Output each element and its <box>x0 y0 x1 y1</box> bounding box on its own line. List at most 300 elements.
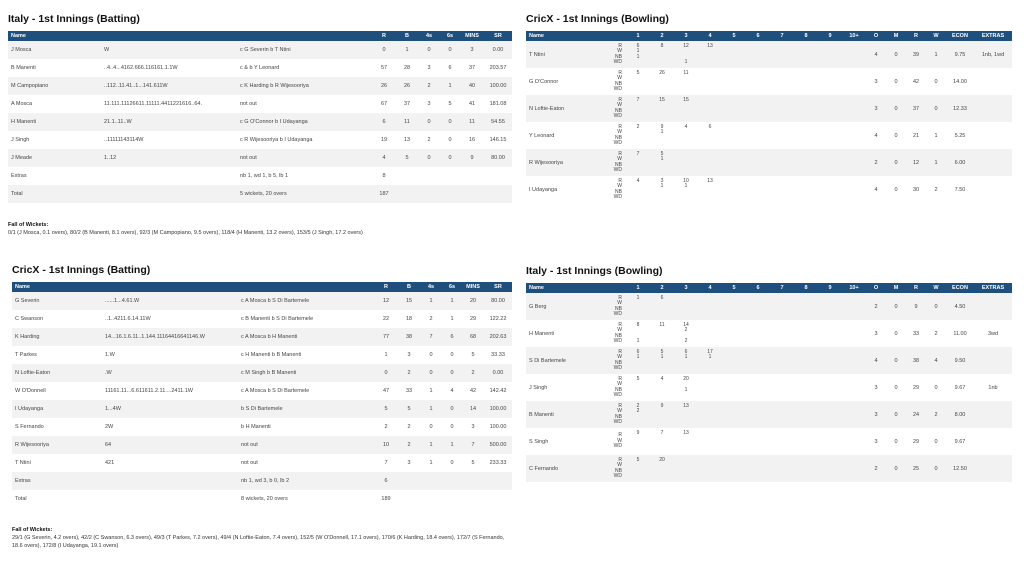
stat-fours <box>418 185 440 203</box>
stat-extras <box>974 68 1012 95</box>
ball-type-label: WD <box>613 338 622 344</box>
over-cell <box>770 95 794 122</box>
stat-o: 2 <box>866 293 886 320</box>
over-cell <box>770 374 794 401</box>
batting-row <box>12 382 512 400</box>
ball-types <box>596 41 626 68</box>
stat-r: 25 <box>906 455 926 482</box>
ball-types <box>596 149 626 176</box>
stat-w: 0 <box>934 78 938 85</box>
stat-r: 29 <box>912 384 920 391</box>
over-value <box>700 474 720 480</box>
over-value: 4 <box>660 375 664 382</box>
stat-sixes <box>440 185 460 203</box>
over-cell <box>818 374 842 401</box>
over-cell <box>626 428 650 455</box>
stat-fours: 0 <box>429 424 433 430</box>
stat-r: 47 <box>382 388 390 394</box>
dismissal: 8 wickets, 20 overs <box>241 496 288 502</box>
over-value <box>676 420 696 426</box>
over-value <box>628 312 648 318</box>
ball-type-label: WD <box>613 419 622 425</box>
column-header: R <box>372 31 396 41</box>
over-cell <box>842 95 866 122</box>
stat-mins <box>460 167 484 185</box>
over-cell <box>674 401 698 428</box>
stat-fours: 1 <box>420 400 442 418</box>
stat-r: 9 <box>906 293 926 320</box>
over-value <box>820 420 840 426</box>
stat-m: 0 <box>894 132 898 139</box>
stat-o: 2 <box>866 149 886 176</box>
over-cell <box>746 428 770 455</box>
over-value: 9 <box>636 429 640 436</box>
stat-econ: 9.67 <box>954 384 966 391</box>
stat-mins: 7 <box>462 436 484 454</box>
over-value <box>844 168 864 174</box>
over-value: 1 <box>660 354 664 360</box>
column-header: 8 <box>794 31 818 41</box>
ball-by-ball: ..112..11.41..1...141.611W <box>101 77 237 95</box>
stat-fours: 0 <box>418 41 440 59</box>
batting-row <box>8 77 512 95</box>
bowling-row <box>526 347 1012 374</box>
stat-w: 0 <box>934 438 938 445</box>
over-value <box>844 393 864 399</box>
batter-name: N Loftie-Eaton <box>12 364 102 382</box>
over-value <box>796 114 816 120</box>
stat-r: 10 <box>374 436 398 454</box>
stat-r: 30 <box>912 186 920 193</box>
over-value <box>844 60 864 66</box>
ball-type-label: R <box>618 348 622 355</box>
ball-types <box>596 176 626 203</box>
stat-mins: 20 <box>462 292 484 310</box>
ball-type-label: WD <box>613 140 622 146</box>
over-value <box>724 474 744 480</box>
over-value: 8 <box>636 321 640 328</box>
stat-b <box>398 472 420 490</box>
stat-fours: 1 <box>420 436 442 454</box>
ball-type-label: WD <box>613 113 622 119</box>
ball-type-label: R <box>618 96 622 103</box>
ball-type-label: NB <box>615 107 622 114</box>
over-cell <box>722 176 746 203</box>
over-cell <box>722 347 746 374</box>
over-cell <box>722 95 746 122</box>
stat-fours: 0 <box>429 352 433 358</box>
stat-r: 12 <box>906 149 926 176</box>
ball-type-label: NB <box>615 359 622 366</box>
stat-r: 38 <box>906 347 926 374</box>
column-header <box>101 31 237 41</box>
over-value <box>772 168 792 174</box>
stat-sixes: 1 <box>440 77 460 95</box>
over-cell <box>794 41 818 68</box>
column-header: Name <box>8 31 101 41</box>
dismissal: nb 1, wd 1, b 5, lb 1 <box>240 173 289 179</box>
bowling-row <box>526 122 1012 149</box>
stat-m: 0 <box>894 186 898 193</box>
stat-r: 5 <box>374 400 398 418</box>
column-header: O <box>866 283 886 293</box>
stat-w: 2 <box>934 330 938 337</box>
stat-m: 0 <box>886 455 906 482</box>
over-cell <box>626 401 650 428</box>
ball-type-label: NB <box>615 467 622 474</box>
dismissal: c K Harding b R Wijesooriya <box>237 77 372 95</box>
over-value: 1 <box>684 59 688 65</box>
ball-type-label: R <box>618 432 622 439</box>
over-value <box>628 114 648 120</box>
ball-type-label: R <box>618 321 622 328</box>
over-cell <box>674 293 698 320</box>
over-cell <box>746 41 770 68</box>
stat-sr: 100.00 <box>489 424 507 430</box>
dismissal: not out <box>237 149 372 167</box>
over-cell <box>746 293 770 320</box>
column-header: 1 <box>626 283 650 293</box>
over-cell <box>770 293 794 320</box>
over-cell <box>818 122 842 149</box>
over-value <box>772 447 792 453</box>
over-cell <box>794 347 818 374</box>
stat-mins: 16 <box>468 137 476 143</box>
over-cell <box>698 176 722 203</box>
over-value <box>772 339 792 345</box>
ball-type-label: W <box>617 354 622 360</box>
over-cell <box>794 149 818 176</box>
ball-types <box>596 401 626 428</box>
over-value <box>772 141 792 147</box>
over-value: 26 <box>659 69 665 76</box>
column-header: 6 <box>746 31 770 41</box>
over-value: 1 <box>660 156 664 162</box>
stat-b: 37 <box>403 101 411 107</box>
stat-b: 18 <box>405 316 413 322</box>
column-header: 8 <box>794 283 818 293</box>
dismissal: c G Severin b T Ntini <box>237 41 372 59</box>
over-cell <box>722 293 746 320</box>
column-header: 7 <box>770 283 794 293</box>
column-header: EXTRAS <box>974 283 1012 293</box>
over-cell <box>842 149 866 176</box>
over-value: 15 <box>683 96 689 103</box>
batting-row <box>12 418 512 436</box>
stat-sixes: 0 <box>450 352 454 358</box>
over-cell <box>842 176 866 203</box>
innings2-batting-table <box>12 282 512 508</box>
stat-sr: 0.00 <box>484 364 512 382</box>
over-value <box>628 87 648 93</box>
stat-fours: 0 <box>420 364 442 382</box>
over-cell <box>698 455 722 482</box>
stat-mins: 5 <box>471 460 475 466</box>
stat-sixes: 0 <box>442 364 462 382</box>
bowling-row <box>526 293 1012 320</box>
over-value <box>652 141 672 147</box>
over-value: 12 <box>683 42 689 49</box>
stat-r: 12 <box>374 292 398 310</box>
ball-type-label: W <box>617 300 622 306</box>
over-value: 1 <box>684 354 688 360</box>
over-value <box>628 474 648 480</box>
over-value <box>748 60 768 66</box>
over-cell <box>626 95 650 122</box>
dismissal: c B Manenti b S Di Bartemele <box>241 316 314 322</box>
over-value <box>748 366 768 372</box>
stat-sixes: 5 <box>448 101 452 107</box>
over-value <box>652 60 672 66</box>
ball-types <box>596 428 626 455</box>
stat-b: 1 <box>396 41 418 59</box>
over-value <box>748 114 768 120</box>
bowler-name: S Singh <box>529 438 549 445</box>
over-cell <box>746 374 770 401</box>
ball-types <box>596 347 626 374</box>
over-value <box>652 474 672 480</box>
ball-type-label: NB <box>615 386 622 393</box>
batting-header-row <box>8 31 512 41</box>
over-cell <box>650 149 674 176</box>
stat-w: 2 <box>926 401 946 428</box>
over-cell <box>650 455 674 482</box>
stat-sixes <box>442 472 462 490</box>
stat-o: 4 <box>866 347 886 374</box>
bowler-name: I Udayanga <box>529 186 558 193</box>
over-value <box>820 474 840 480</box>
stat-sr: 33.33 <box>491 352 505 358</box>
batting-row <box>8 131 512 149</box>
ball-type-label: W <box>617 327 622 333</box>
stat-sr: 142.42 <box>489 388 507 394</box>
stat-mins <box>462 472 484 490</box>
over-value <box>676 447 696 453</box>
bowler-name: H Manenti <box>529 330 555 337</box>
ball-type-label: WD <box>613 167 622 173</box>
batter-name: T Parkes <box>15 352 37 358</box>
stat-o: 3 <box>866 401 886 428</box>
batter-name: J Mosca <box>8 41 101 59</box>
over-cell <box>650 122 674 149</box>
stat-sr: 122.22 <box>489 316 507 322</box>
over-value: 6 <box>636 348 640 355</box>
bowler-name: S Di Bartemele <box>526 347 596 374</box>
over-cell <box>722 68 746 95</box>
ball-type-label: R <box>618 456 622 463</box>
over-value <box>844 141 864 147</box>
over-value <box>700 195 720 201</box>
column-header: ECON <box>946 283 974 293</box>
over-cell <box>626 293 650 320</box>
stat-sr: 80.00 <box>484 292 512 310</box>
over-value <box>628 141 648 147</box>
bowler-name: G O'Connor <box>529 78 559 85</box>
dismissal: c G O'Connor b I Udayanga <box>237 113 372 131</box>
over-cell <box>698 374 722 401</box>
over-value <box>844 195 864 201</box>
over-cell <box>650 176 674 203</box>
over-value <box>676 312 696 318</box>
over-cell <box>770 176 794 203</box>
ball-type-label: R <box>618 150 622 157</box>
over-value <box>676 393 696 399</box>
over-cell <box>674 68 698 95</box>
stat-sr: 500.00 <box>484 436 512 454</box>
stat-econ: 5.25 <box>954 132 966 139</box>
over-value <box>724 393 744 399</box>
over-cell <box>818 68 842 95</box>
ball-by-ball: 1..12 <box>101 149 237 167</box>
over-value: 7 <box>636 96 640 103</box>
batter-name: R Wijesooriya <box>12 436 102 454</box>
batter-name: Extras <box>11 173 27 179</box>
stat-mins <box>460 185 484 203</box>
stat-sr <box>484 472 512 490</box>
over-cell <box>626 41 650 68</box>
over-value <box>772 114 792 120</box>
bowler-name: R Wijesooriya <box>526 149 596 176</box>
over-value <box>796 168 816 174</box>
innings1-bowling-panel <box>526 13 1012 203</box>
over-value: 20 <box>659 456 665 463</box>
over-value <box>748 474 768 480</box>
over-value <box>820 195 840 201</box>
over-cell <box>818 41 842 68</box>
stat-fours: 7 <box>420 328 442 346</box>
stat-r: 24 <box>906 401 926 428</box>
dismissal: c R Wijesooriya b I Udayanga <box>240 137 313 143</box>
stat-r: 6 <box>374 472 398 490</box>
stat-mins: 11 <box>460 113 484 131</box>
column-header: R <box>906 31 926 41</box>
over-value: 11 <box>683 69 689 76</box>
stat-o: 4 <box>874 186 878 193</box>
over-value: 1 <box>636 338 640 344</box>
column-header: 10+ <box>842 31 866 41</box>
column-header: Name <box>526 283 596 293</box>
column-header: R <box>906 283 926 293</box>
batter-name: J Singh <box>11 137 30 143</box>
over-cell <box>746 122 770 149</box>
stat-sixes: 6 <box>442 328 462 346</box>
stat-fours: 1 <box>420 292 442 310</box>
column-header: MINS <box>460 31 484 41</box>
over-cell <box>650 95 674 122</box>
column-header <box>237 31 372 41</box>
batter-name: B Manenti <box>11 65 36 71</box>
column-header: Name <box>526 31 596 41</box>
ball-by-ball: 1.W <box>105 352 115 358</box>
over-cell <box>674 428 698 455</box>
batter-name: K Harding <box>12 328 102 346</box>
over-value <box>748 393 768 399</box>
over-value <box>748 447 768 453</box>
over-value <box>748 141 768 147</box>
over-value: 17 <box>707 348 713 355</box>
batting-row <box>12 310 512 328</box>
over-cell <box>722 122 746 149</box>
over-value <box>628 195 648 201</box>
stat-r: 37 <box>906 95 926 122</box>
over-value <box>700 168 720 174</box>
stat-o: 3 <box>874 438 878 445</box>
ball-types <box>596 95 626 122</box>
ball-by-ball: 14...16.1.6.11..1.144.11164416641146.W <box>102 328 238 346</box>
over-cell <box>698 149 722 176</box>
over-value <box>748 339 768 345</box>
over-value: 2 <box>684 338 688 344</box>
over-value <box>796 195 816 201</box>
column-header: B <box>396 31 418 41</box>
batter-name: J Meade <box>8 149 101 167</box>
over-cell <box>794 122 818 149</box>
over-value <box>748 312 768 318</box>
bowler-name: B Manenti <box>526 401 596 428</box>
over-value <box>676 195 696 201</box>
over-value <box>796 60 816 66</box>
over-value <box>796 339 816 345</box>
stat-r: 77 <box>374 328 398 346</box>
bowling-header-row <box>526 31 1012 41</box>
over-cell <box>818 428 842 455</box>
fow-label: Fall of Wickets: <box>8 222 49 228</box>
over-value: 6 <box>708 123 712 130</box>
ball-by-ball: 11161.11...6.611611.2.11....2411.1W <box>105 388 193 394</box>
over-cell <box>770 455 794 482</box>
ball-type-label: R <box>618 42 622 49</box>
column-header: 3 <box>674 31 698 41</box>
over-cell <box>842 347 866 374</box>
stat-sixes: 6 <box>448 65 452 71</box>
ball-type-label: NB <box>615 188 622 195</box>
stat-m: 0 <box>894 78 898 85</box>
over-cell <box>770 68 794 95</box>
stat-r: 0 <box>372 41 396 59</box>
over-value <box>844 339 864 345</box>
over-cell <box>818 320 842 347</box>
over-value <box>724 339 744 345</box>
column-header: 5 <box>722 283 746 293</box>
stat-w: 1 <box>926 41 946 68</box>
stat-r: 6 <box>372 113 396 131</box>
stat-o: 4 <box>874 132 878 139</box>
dismissal: c H Manenti b B Manenti <box>241 352 302 358</box>
ball-by-ball <box>102 472 238 490</box>
column-header: B <box>398 282 420 292</box>
stat-mins: 3 <box>460 41 484 59</box>
batting-row <box>8 113 512 131</box>
stat-fours <box>420 472 442 490</box>
over-value: 5 <box>636 69 640 76</box>
column-header: Name <box>12 282 102 292</box>
column-header: M <box>886 31 906 41</box>
over-cell <box>698 95 722 122</box>
stat-econ: 4.50 <box>946 293 974 320</box>
stat-b: 28 <box>403 65 411 71</box>
ball-type-label: R <box>618 294 622 301</box>
over-cell <box>770 320 794 347</box>
stat-r: 189 <box>381 496 391 502</box>
over-value <box>652 366 672 372</box>
ball-type-label: NB <box>615 332 622 339</box>
stat-r: 4 <box>372 149 396 167</box>
stat-w: 0 <box>926 95 946 122</box>
over-value <box>772 195 792 201</box>
over-cell <box>626 176 650 203</box>
batting-row <box>12 436 512 454</box>
over-value <box>628 420 648 426</box>
